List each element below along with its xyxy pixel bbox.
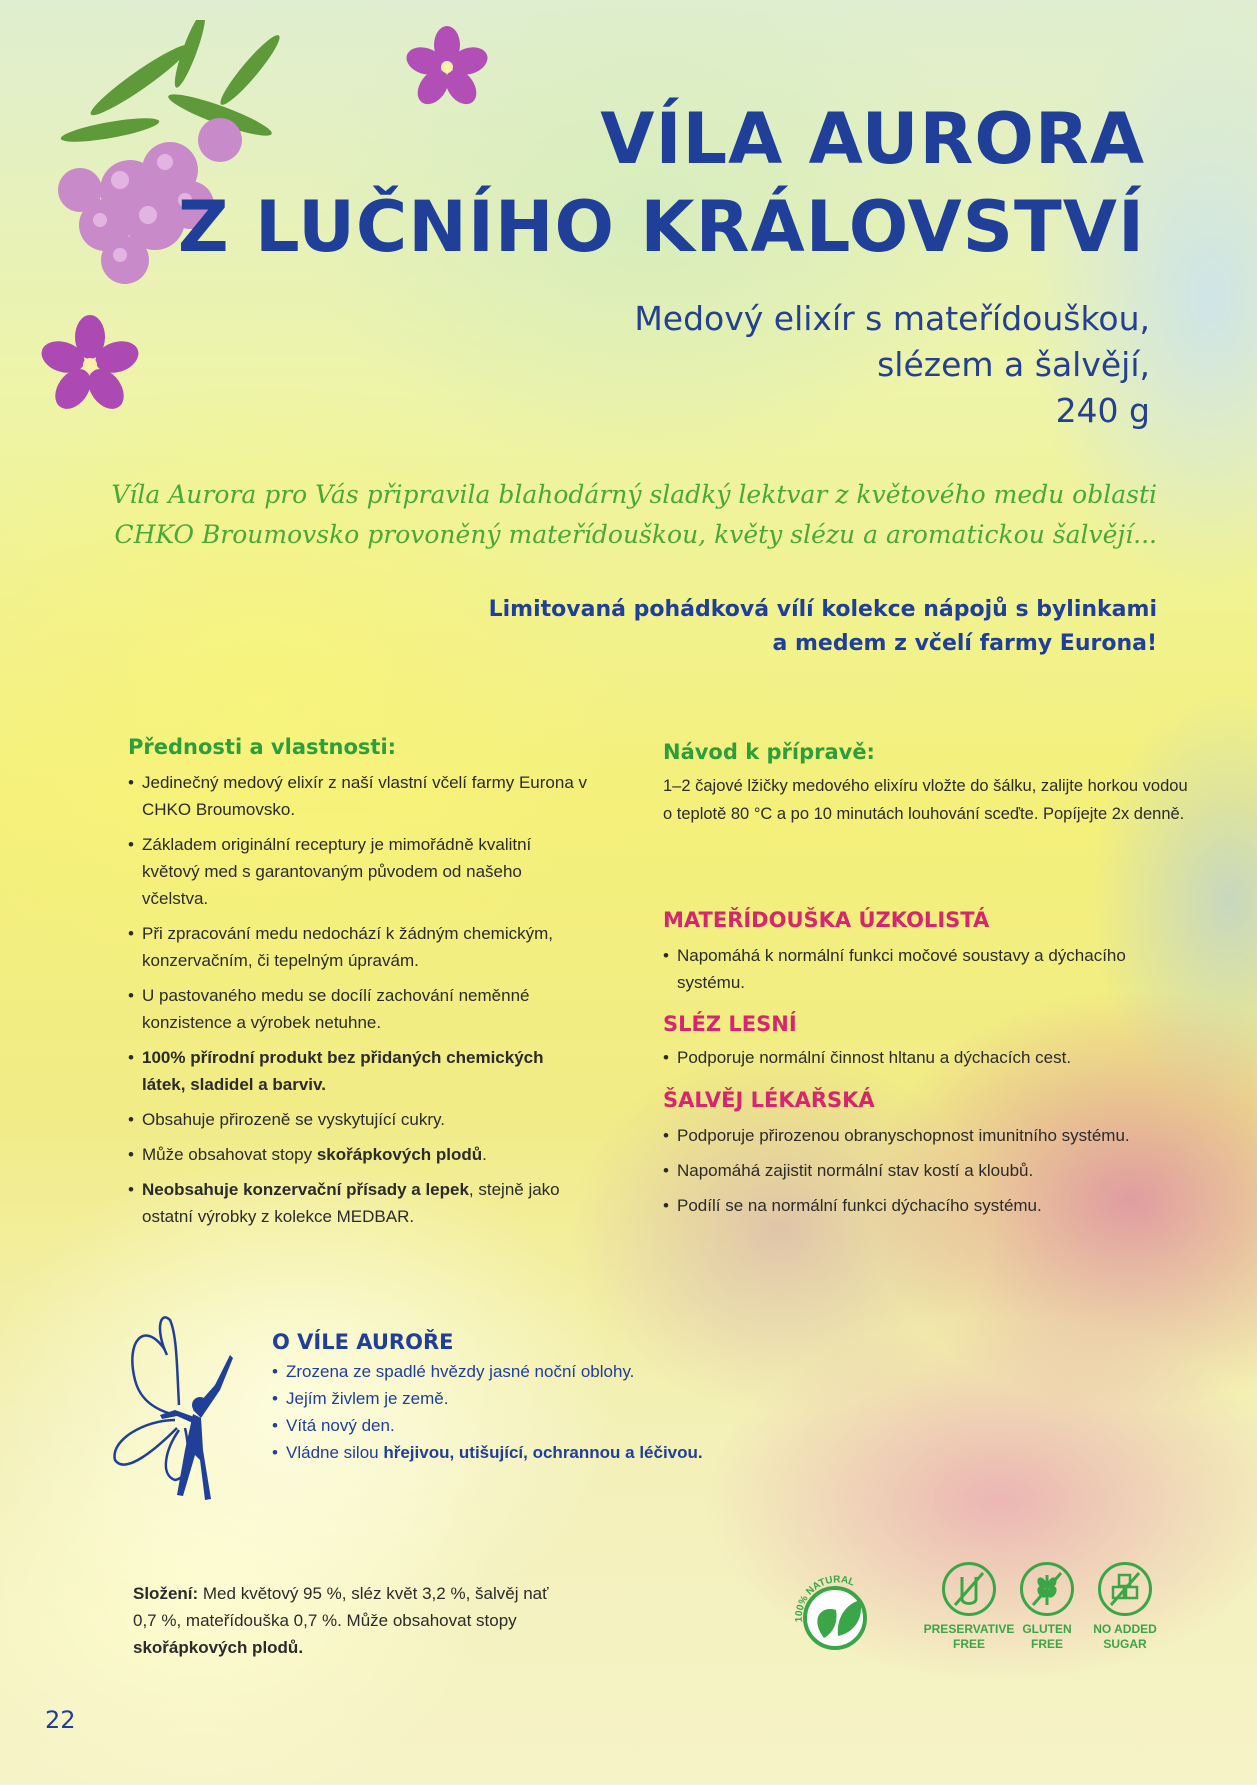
sage-section <box>663 1088 1133 1227</box>
subtitle-line-3: 240 g <box>1055 391 1150 430</box>
intro-line-2: CHKO Broumovsko provoněný mateřídouškou, květy slézu a aromatickou šalvějí... <box>114 520 1157 549</box>
advantages-item-text: Základem originální receptury je mimořádně kvalitní květový med s garantovaným původem od našeho včelstva. <box>142 835 532 908</box>
fairy-heading: O VÍLE AUROŘE <box>272 1330 454 1354</box>
limited-line-2: a medem z včelí farmy Eurona! <box>772 631 1157 656</box>
preservative-label-line-1: PRESERVATIVE <box>923 1622 1015 1636</box>
limited-line-1: Limitovaná pohádková vílí kolekce nápojů s bylinkami <box>488 597 1157 622</box>
mallow-heading: SLÉZ LESNÍ <box>663 1012 797 1036</box>
no-added-sugar-icon <box>1098 1562 1152 1616</box>
fairy-item-text: Vládne silou <box>286 1443 384 1462</box>
list-item <box>128 769 590 823</box>
preparation-section <box>663 740 1193 828</box>
list-item <box>128 1141 590 1168</box>
fairy-item-text: Vítá nový den. <box>286 1416 395 1435</box>
fairy-item-text: Jejím živlem je země. <box>286 1389 449 1408</box>
preservative-label-line-2: FREE <box>952 1637 985 1651</box>
no-added-sugar-label <box>1083 1622 1167 1652</box>
list-item <box>128 982 590 1036</box>
advantages-item-text: Obsahuje přirozeně se vyskytující cukry. <box>142 1110 445 1129</box>
page-title-line-2: Z LUČNÍHO KRÁLOVSTVÍ <box>177 186 1145 268</box>
list-item <box>663 1192 1133 1219</box>
subtitle-line-1: Medový elixír s mateřídouškou, <box>634 299 1150 338</box>
preservative-free-label <box>922 1622 1016 1652</box>
composition-bold: skořápkových plodů. <box>133 1638 304 1657</box>
list-item <box>272 1439 732 1466</box>
mallow-flower-illustration <box>40 315 140 415</box>
fairy-item-text: Zrozena ze spadlé hvězdy jasné noční oblohy. <box>286 1362 635 1381</box>
preparation-text: 1–2 čajové lžičky medového elixíru vložte do šálku, zalijte horkou vodou o teplotě 80 °C a po 10 minutách louhování sceďte. Popíjejte 2x denně. <box>663 777 1188 823</box>
list-item <box>128 920 590 974</box>
list-item <box>128 1106 590 1133</box>
sage-item-text: Napomáhá zajistit normální stav kostí a kloubů. <box>677 1161 1034 1180</box>
sugar-label-line-1: NO ADDED <box>1093 1622 1157 1636</box>
mallow-section <box>663 1012 1183 1079</box>
list-item <box>663 942 1183 996</box>
list-item <box>128 1044 590 1098</box>
page-title-line-1: VÍLA AURORA <box>600 98 1145 180</box>
fairy-item-bold: hřejivou, utišující, ochrannou a léčivou. <box>383 1443 703 1462</box>
composition-label: Složení: <box>133 1584 199 1603</box>
mallow-item-text: Podporuje normální činnost hltanu a dýchacích cest. <box>677 1048 1072 1067</box>
list-item <box>272 1385 732 1412</box>
list-item <box>272 1358 732 1385</box>
gluten-free-label <box>1005 1622 1089 1652</box>
advantages-item-text: U pastovaného medu se docílí zachování neměnné konzistence a výrobek netuhne. <box>142 986 530 1032</box>
sugar-label-line-2: SUGAR <box>1103 1637 1147 1651</box>
thyme-section <box>663 908 1183 1004</box>
advantages-heading: Přednosti a vlastnosti: <box>128 735 397 759</box>
thyme-item-text: Napomáhá k normální funkci močové soustavy a dýchacího systému. <box>677 946 1126 992</box>
advantages-item-text: Jedinečný medový elixír z naší vlastní včelí farmy Eurona v CHKO Broumovsko. <box>142 773 588 819</box>
composition-text <box>133 1580 553 1661</box>
composition-body: Med květový 95 %, sléz květ 3,2 %, šalvěj nať 0,7 %, mateřídouška 0,7 %. Může obsahovat stopy <box>133 1584 549 1630</box>
list-item <box>663 1044 1183 1071</box>
list-item <box>128 1176 590 1230</box>
advantages-item-text: Může obsahovat stopy <box>142 1145 317 1164</box>
gluten-free-icon <box>1020 1562 1074 1616</box>
gluten-label-line-2: FREE <box>1030 1637 1063 1651</box>
advantages-item-bold: Neobsahuje konzervační přísady a lepek <box>142 1180 469 1199</box>
list-item <box>272 1412 732 1439</box>
preparation-heading: Návod k přípravě: <box>663 740 875 764</box>
advantages-section <box>128 735 590 1238</box>
sage-item-text: Podporuje přirozenou obranyschopnost imunitního systému. <box>677 1126 1130 1145</box>
natural-badge-text: 100% NATURAL <box>793 1574 857 1623</box>
list-item <box>663 1122 1133 1149</box>
list-item <box>663 1157 1133 1184</box>
advantages-item-bold: skořápkových plodů <box>316 1145 483 1164</box>
fairy-icon <box>105 1310 255 1505</box>
advantages-item-text: 100% přírodní produkt bez přidaných chemických látek, sladidel a barviv. <box>142 1048 544 1094</box>
thyme-heading: MATEŘÍDOUŠKA ÚZKOLISTÁ <box>663 908 990 932</box>
gluten-label-line-1: GLUTEN <box>1022 1622 1072 1636</box>
list-item <box>128 831 590 912</box>
page-number: 22 <box>45 1706 76 1734</box>
intro-line-1: Víla Aurora pro Vás připravila blahodárný sladký lektvar z květového medu oblasti <box>111 480 1157 509</box>
sage-heading: ŠALVĚJ LÉKAŘSKÁ <box>663 1088 875 1112</box>
natural-badge <box>780 1560 890 1670</box>
advantages-item-text: , stejně jako ostatní výrobky z kolekce MEDBAR. <box>142 1180 560 1226</box>
sage-item-text: Podílí se na normální funkci dýchacího systému. <box>677 1196 1042 1215</box>
advantages-item-text: Při zpracování medu nedochází k žádným chemickým, konzervačním, či tepelným úpravám. <box>142 924 554 970</box>
subtitle-line-2: slézem a šalvějí, <box>877 345 1150 384</box>
advantages-item-text: . <box>482 1145 487 1164</box>
fairy-section <box>272 1330 732 1466</box>
preservative-free-icon <box>942 1562 996 1616</box>
